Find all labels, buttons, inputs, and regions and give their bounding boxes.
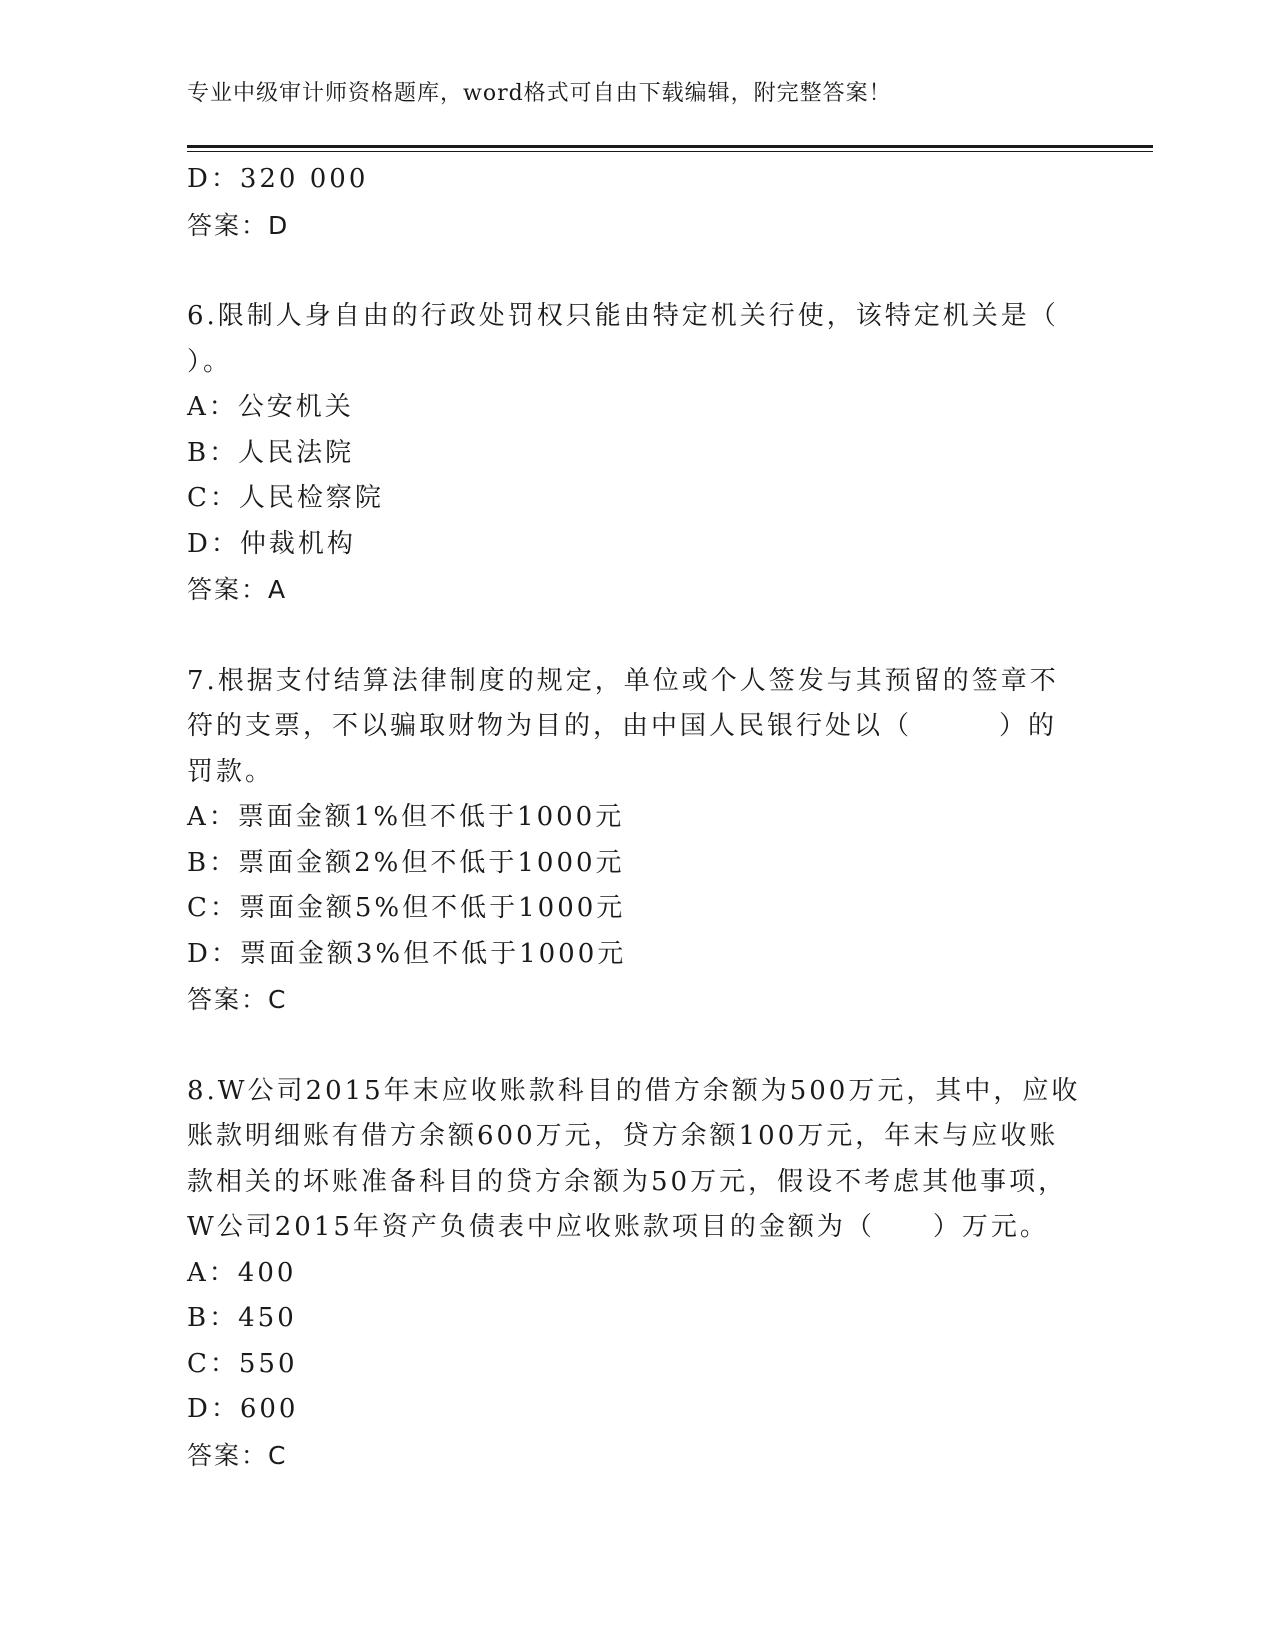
question-7 (187, 659, 1067, 1023)
q7-answer: 答案：C (187, 985, 288, 1014)
q8-option-d: D：600 (187, 1394, 299, 1424)
q8-stem-line-4: W公司2015年资产负债表中应收账款项目的金额为（ ）万元。 (187, 1212, 1049, 1242)
q7-option-c: C：票面金额5%但不低于1000元 (187, 893, 626, 923)
spacer (187, 248, 1067, 294)
header-rule-thin (187, 151, 1153, 152)
q8-stem-line-3: 款相关的坏账准备科目的贷方余额为50万元，假设不考虑其他事项， (187, 1166, 1068, 1197)
header-rule-thick (187, 145, 1153, 148)
q7-stem-line-1: 7.根据支付结算法律制度的规定，单位或个人签发与其预留的签章不 (187, 665, 1059, 696)
spacer (187, 1023, 1067, 1069)
q6-option-c: C：人民检察院 (187, 483, 384, 513)
q6-option-b: B：人民法院 (187, 437, 355, 468)
q7-option-d: D：票面金额3%但不低于1000元 (187, 938, 627, 969)
prev-option-d: D：320 000 (187, 164, 369, 194)
q7-option-b: B：票面金额2%但不低于1000元 (187, 847, 625, 878)
q6-option-d: D：仲裁机构 (187, 528, 356, 559)
q7-option-a: A：票面金额1%但不低于1000元 (187, 802, 625, 832)
q6-option-a: A：公安机关 (187, 392, 354, 422)
q7-stem-line-3: 罚款。 (187, 756, 275, 787)
question-8 (187, 1069, 1081, 1479)
q8-option-c: C：550 (187, 1348, 298, 1379)
page-header: 专业中级审计师资格题库，word格式可自由下载编辑，附完整答案！ (187, 81, 892, 106)
q8-stem-line-2: 账款明细账有借方余额600万元，贷方余额100万元，年末与应收账 (187, 1121, 1059, 1151)
question-6 (187, 294, 1067, 613)
q6-answer: 答案：A (187, 575, 288, 604)
q8-answer: 答案：C (187, 1440, 288, 1470)
q8-option-b: B：450 (187, 1303, 297, 1333)
q6-stem-line-2: ）。 (187, 346, 233, 377)
q7-stem-line-2: 符的支票，不以骗取财物为目的，由中国人民银行处以（ ）的 (187, 711, 1058, 741)
prev-answer: 答案：D (187, 210, 290, 240)
spacer (187, 613, 1067, 659)
q8-stem-line-1: 8.W公司2015年末应收账款科目的借方余额为500万元，其中，应收 (187, 1075, 1081, 1106)
q6-stem-line-1: 6.限制人身自由的行政处罚权只能由特定机关行使，该特定机关是（ (187, 301, 1059, 331)
q8-option-a: A：400 (187, 1257, 297, 1288)
document-body (187, 157, 1081, 1478)
